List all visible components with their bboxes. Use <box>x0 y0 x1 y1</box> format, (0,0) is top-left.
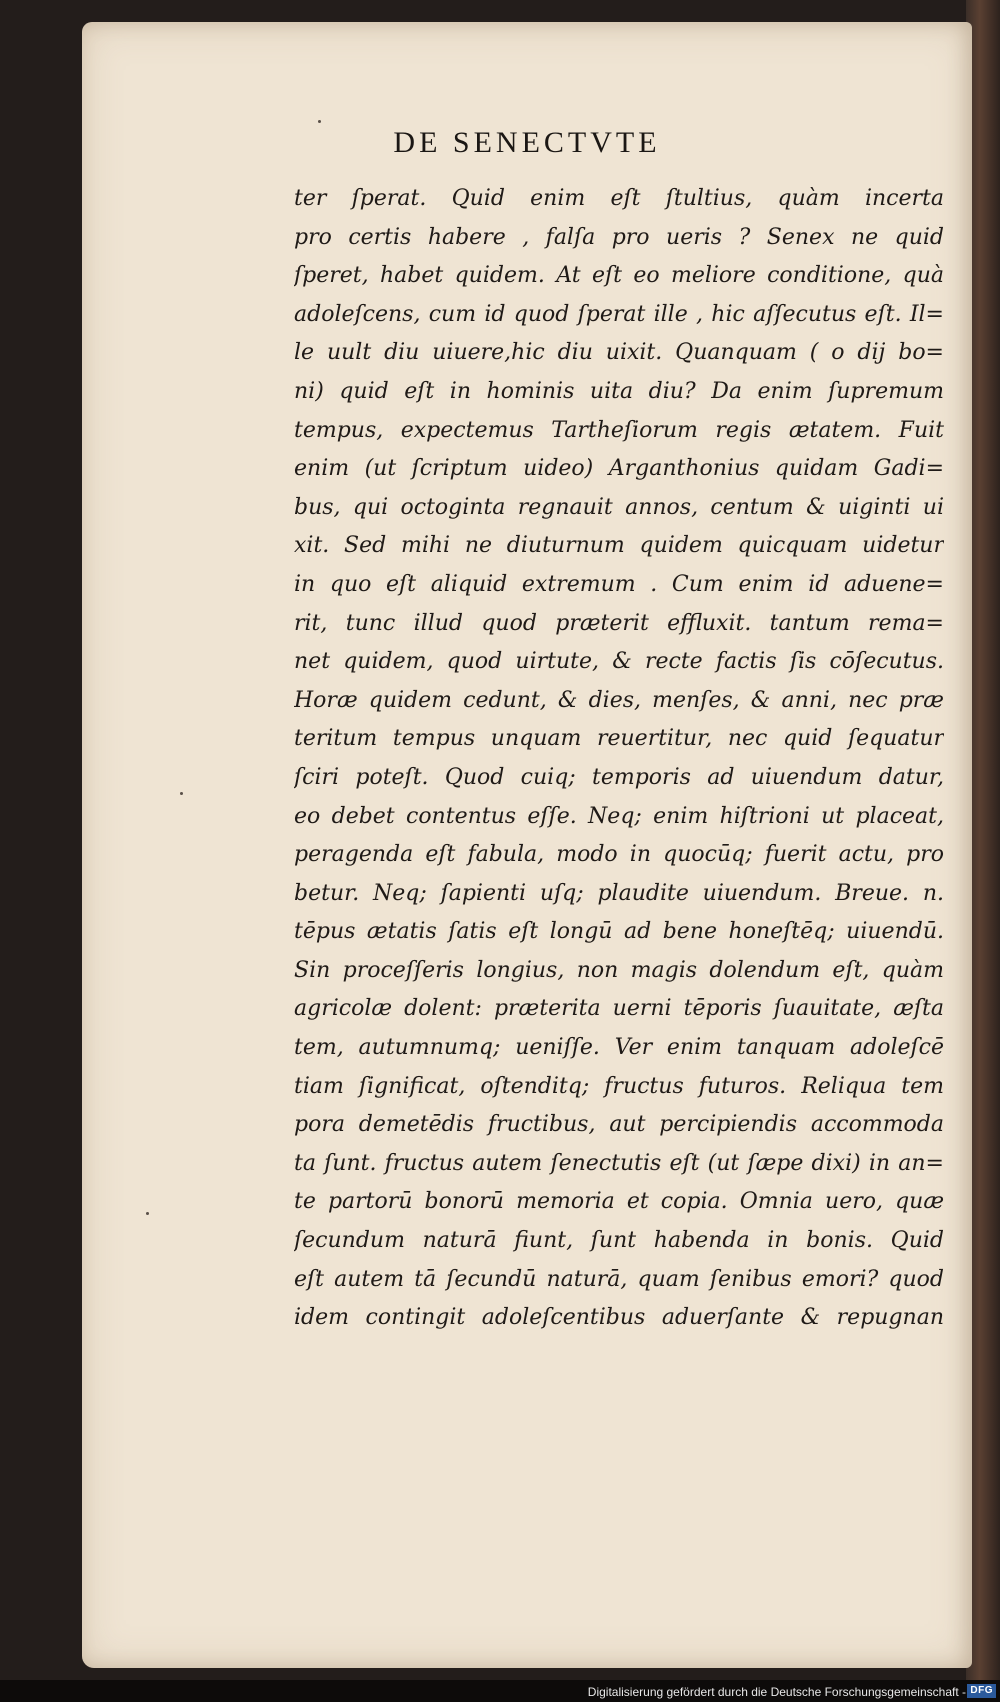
text-line: eo debet contentus eſſe. Neq; enim hiſtrioni ut placeat, <box>294 803 944 829</box>
text-line: ta ſunt. fructus autem ſenectutis eſt (ut ſæpe dixi) in an= <box>294 1150 944 1176</box>
book-page <box>82 22 972 1668</box>
text-line: le uult diu uiuere,hic diu uixit. Quanquam ( o dij bo= <box>294 340 944 366</box>
text-line: eſt autem tā ſecundū naturā, quam ſenibus emori? quod <box>294 1266 944 1292</box>
text-line: betur. Neq; ſapienti uſq; plaudite uiuendum. Breue. n. <box>294 880 944 906</box>
text-line: bus, qui octoginta regnauit annos, centum & uiginti ui <box>294 494 944 520</box>
text-line: peragenda eſt fabula, modo in quocūq; fuerit actu, pro <box>294 842 944 868</box>
text-line: rit, tunc illud quod præterit effluxit. tantum rema= <box>294 610 944 636</box>
text-line: tem, autumnumq; ueniſſe. Ver enim tanquam adoleſcē <box>294 1035 944 1061</box>
text-line: Sin proceſſeris longius, non magis dolendum eſt, quàm <box>294 957 944 983</box>
funding-credit: Digitalisierung gefördert durch die Deutsche Forschungsgemeinschaft - <box>587 1685 966 1699</box>
text-line: enim (ut ſcriptum uideo) Arganthonius quidam Gadi= <box>294 456 944 482</box>
text-line: ſperet, habet quidem. At eſt eo meliore conditione, quà <box>294 263 944 289</box>
paper-speck <box>180 792 183 795</box>
text-line: agricolæ dolent: præterita uerni tēporis ſuauitate, æſta <box>294 996 944 1022</box>
text-line: xit. Sed mihi ne diuturnum quidem quicquam uidetur <box>294 533 944 559</box>
text-line: in quo eſt aliquid extremum . Cum enim id aduene= <box>294 571 944 597</box>
text-line: tempus, expectemus Tartheſiorum regis ætatem. Fuit <box>294 417 944 443</box>
text-line: teritum tempus unquam reuertitur, nec quid ſequatur <box>294 726 944 752</box>
body-text <box>294 180 944 1338</box>
paper-speck <box>146 1212 149 1215</box>
text-line: te partorū bonorū memoria et copia. Omnia uero, quæ <box>294 1189 944 1215</box>
digitization-footer <box>0 1680 1000 1702</box>
text-line: pora demetēdis fructibus, aut percipiendis accommoda <box>294 1112 944 1138</box>
text-line: ſecundum naturā fiunt, ſunt habenda in bonis. Quid <box>294 1228 944 1254</box>
text-line: tēpus ætatis ſatis eſt longū ad bene honeſtēq; uiuendū. <box>294 919 944 945</box>
text-line: ter ſperat. Quid enim eſt ſtultius, quàm incerta <box>294 186 944 211</box>
text-line: Horæ quidem cedunt, & dies, menſes, & anni, nec præ <box>294 687 944 713</box>
text-line: ſciri poteſt. Quod cuiq; temporis ad uiuendum datur, <box>294 764 944 790</box>
text-line: idem contingit adoleſcentibus aduerſante & repugnan <box>294 1305 944 1331</box>
text-line: ni) quid eſt in hominis uita diu? Da enim ſupremum <box>294 378 944 404</box>
text-line: adoleſcens, cum id quod ſperat ille , hic aſſecutus eſt. Il= <box>294 301 944 327</box>
running-head: DE SENECTVTE <box>393 126 661 159</box>
text-line: pro certis habere , falſa pro ueris ? Senex ne quid <box>294 224 944 250</box>
text-line: net quidem, quod uirtute, & recte factis ſis cōſecutus. <box>294 649 944 675</box>
paper-speck <box>318 120 321 123</box>
dfg-logo: DFG <box>967 1684 996 1698</box>
text-line: tiam ſignificat, oſtenditq; fructus futuros. Reliqua tem <box>294 1073 944 1099</box>
